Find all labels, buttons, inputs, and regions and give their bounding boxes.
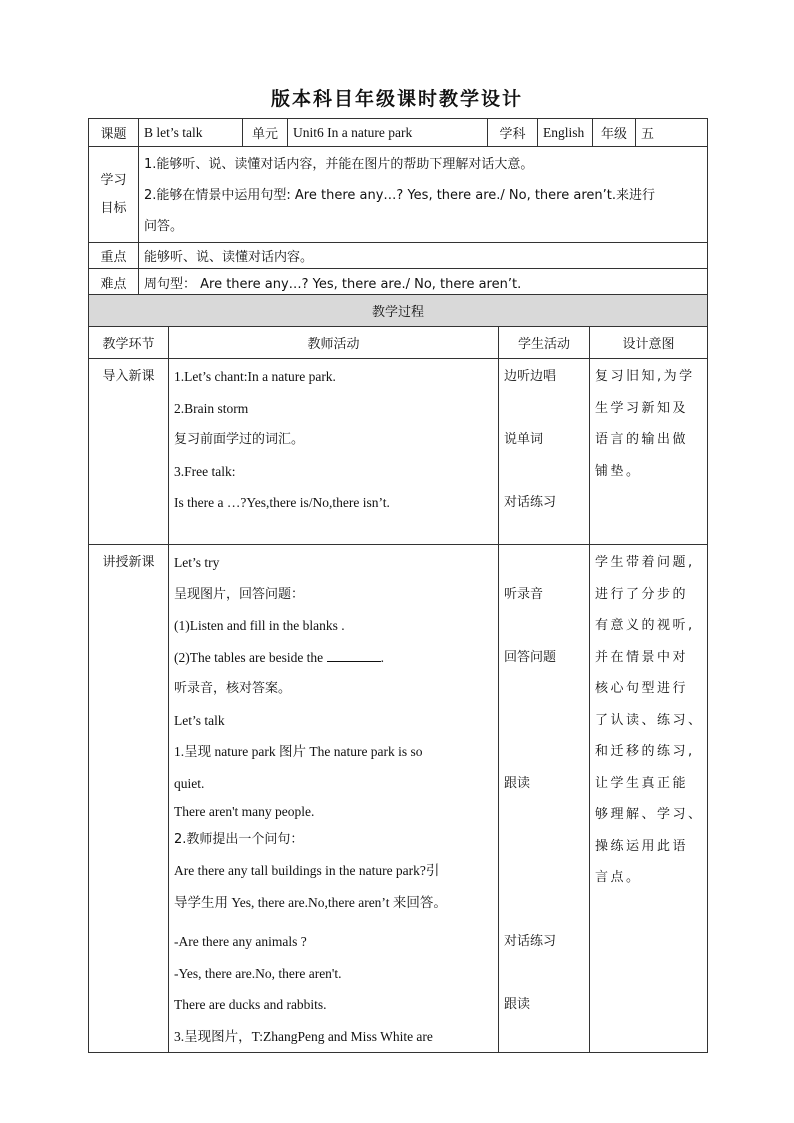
subject-label: 学科 xyxy=(488,119,538,147)
unit-value: Unit6 In a nature park xyxy=(288,119,488,147)
new-teacher xyxy=(169,545,499,1053)
new-i2: 进行了分步的 xyxy=(595,586,689,602)
new-i8: 让学生真正能 xyxy=(595,775,689,791)
intro-s3: 对话练习 xyxy=(504,495,557,510)
goal-line-1: 1.能够听、说、读懂对话内容，并能在图片的帮助下理解对话大意。 xyxy=(144,157,534,172)
new-t16: 3.呈现图片，T:ZhangPeng and Miss White are xyxy=(174,1028,433,1044)
new-t1: Let’s try xyxy=(174,555,220,570)
goal-line-2: 2.能够在情景中运用句型: Are there any…? Yes, there are./ No, there aren’t.来进行 xyxy=(144,188,655,203)
intro-t3: 复习前面学过的词汇。 xyxy=(174,432,305,447)
goals-label-line1: 学习 xyxy=(100,172,127,188)
new-stage-label: 讲授新课 xyxy=(102,555,155,570)
col-intent: 设计意图 xyxy=(590,327,708,359)
intro-i4: 铺垫。 xyxy=(595,463,642,479)
new-t6: Let’s talk xyxy=(174,712,225,728)
new-t11: Are there any tall buildings in the nature park?引 xyxy=(174,863,440,878)
goals-label-line2: 目标 xyxy=(100,200,127,216)
key-point-label: 重点 xyxy=(89,243,139,269)
intro-t5: Is there a …?Yes,there is/No,there isn’t. xyxy=(174,495,390,510)
intro-stage-label: 导入新课 xyxy=(102,369,155,384)
new-t15: There are ducks and rabbits. xyxy=(174,997,327,1012)
new-i5: 核心句型进行 xyxy=(595,681,689,696)
new-i1: 学生带着问题, xyxy=(595,555,695,570)
unit-label: 单元 xyxy=(243,119,288,147)
new-i7: 和迁移的练习, xyxy=(595,744,695,759)
new-t4-text: (2)The tables are beside the xyxy=(174,649,324,665)
grade-value: 五 xyxy=(636,119,708,147)
grade-label: 年级 xyxy=(593,119,636,147)
new-intent xyxy=(590,545,708,1053)
difficulty-text: 周句型： Are there any…? Yes, there are./ No, there aren’t. xyxy=(139,269,708,297)
new-s4: 对话练习 xyxy=(504,934,557,949)
new-student xyxy=(499,545,590,1053)
new-t2: 呈现图片，回答问题： xyxy=(174,586,305,602)
col-student: 学生活动 xyxy=(499,327,590,359)
intro-t2: 2.Brain storm xyxy=(174,400,249,416)
new-t9: There aren't many people. xyxy=(174,804,315,819)
goal-line-3: 问答。 xyxy=(144,219,184,234)
topic-value: B let’s talk xyxy=(139,119,243,147)
col-stage: 教学环节 xyxy=(89,327,169,359)
new-t13: -Are there any animals ? xyxy=(174,934,307,949)
intro-intent xyxy=(590,359,708,545)
new-t12: 导学生用 Yes, there are.No,there aren’t 来回答。 xyxy=(174,894,447,910)
new-i11: 言点。 xyxy=(595,870,642,885)
new-s2: 回答问题 xyxy=(504,649,557,665)
process-table xyxy=(88,294,708,1053)
intro-t4: 3.Free talk: xyxy=(174,463,236,479)
intro-t1: 1.Let’s chant:In a nature park. xyxy=(174,369,336,384)
intro-i2: 生学习新知及 xyxy=(595,400,689,416)
new-s3: 跟读 xyxy=(504,775,531,791)
intro-s1: 边听边唱 xyxy=(504,369,557,384)
intro-stage xyxy=(89,359,169,545)
key-point-text: 能够听、说、读懂对话内容。 xyxy=(139,243,708,269)
new-i10: 操练运用此语 xyxy=(595,838,689,854)
new-t4 xyxy=(174,642,498,674)
process-header: 教学过程 xyxy=(89,295,708,327)
col-teacher: 教师活动 xyxy=(169,327,499,359)
new-i9: 够理解、学习、 xyxy=(595,807,704,822)
new-t10: 2.教师提出一个问句： xyxy=(174,832,304,847)
subject-value: English xyxy=(538,119,593,147)
intro-student xyxy=(499,359,590,545)
document-title: 版本科目年级课时教学设计 xyxy=(270,88,523,110)
new-i3: 有意义的视听, xyxy=(595,618,695,633)
new-s1: 听录音 xyxy=(504,586,544,602)
intro-i3: 语言的输出做 xyxy=(595,432,689,447)
new-t5: 听录音，核对答案。 xyxy=(174,681,292,696)
new-t3: (1)Listen and fill in the blanks . xyxy=(174,618,345,633)
new-t4-end: . xyxy=(380,649,384,665)
intro-i1: 复习旧知,为学 xyxy=(595,369,695,384)
new-stage xyxy=(89,545,169,1053)
topic-label: 课题 xyxy=(89,119,139,147)
intro-s2: 说单词 xyxy=(504,432,544,447)
new-s5: 跟读 xyxy=(504,997,531,1012)
new-t14: -Yes, there are.No, there aren't. xyxy=(174,965,342,981)
goals-label xyxy=(89,147,139,243)
new-t8: quiet. xyxy=(174,775,205,791)
difficulty-label: 难点 xyxy=(89,269,139,297)
fill-in-blank xyxy=(327,649,381,662)
intro-teacher xyxy=(169,359,499,545)
goals-content xyxy=(139,147,708,243)
new-i4: 并在情景中对 xyxy=(595,649,689,665)
new-t7: 1.呈现 nature park 图片 The nature park is so xyxy=(174,744,423,759)
info-table xyxy=(88,118,708,297)
new-i6: 了认读、练习、 xyxy=(595,712,704,728)
